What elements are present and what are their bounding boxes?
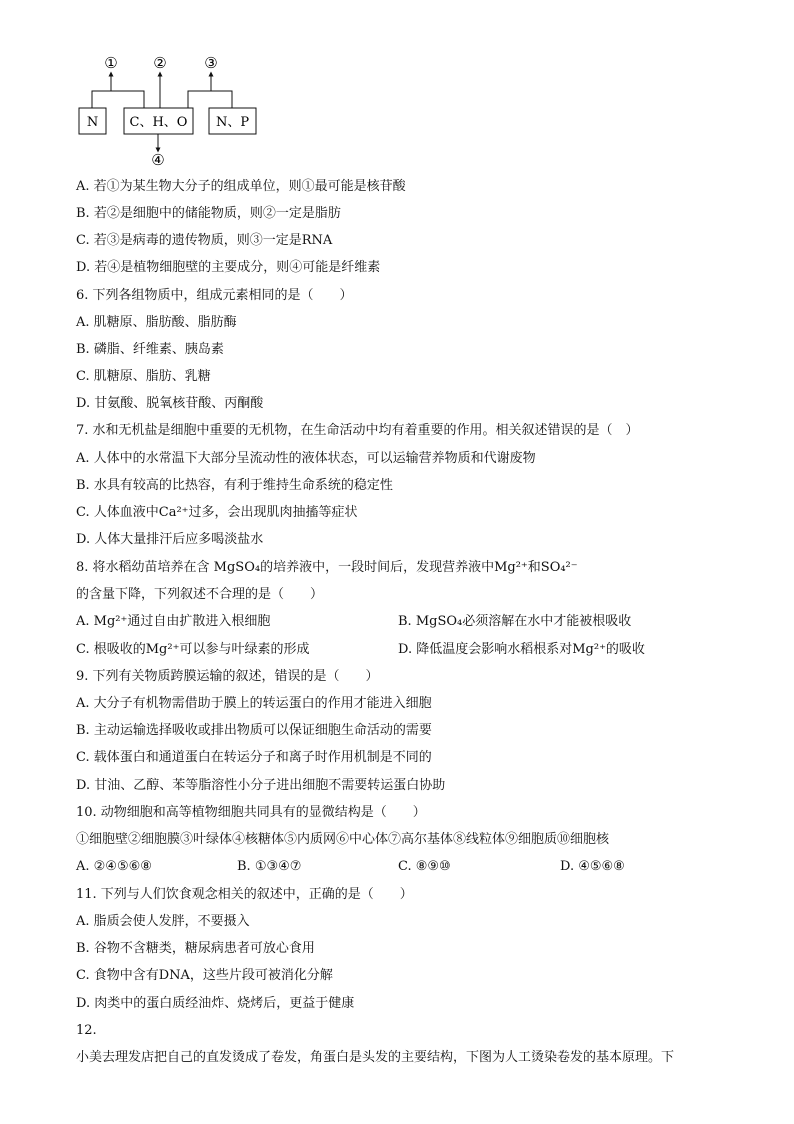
q5-option-c: C. 若③是病毒的遗传物质，则③一定是RNA [76,233,333,248]
q11-option-b: B. 谷物不含糖类，糖尿病患者可放心食用 [76,941,315,956]
q9-option-c: C. 载体蛋白和通道蛋白在转运分子和离子时作用机制是不同的 [76,750,432,765]
q9-option-b: B. 主动运输选择吸收或排出物质可以保证细胞生命活动的需要 [76,723,432,738]
q11-option-c: C. 食物中含有DNA，这些片段可被消化分解 [76,968,333,983]
q10-option-d: D. ④⑤⑥⑧ [560,859,625,874]
q7-option-b: B. 水具有较高的比热容，有利于维持生命系统的稳定性 [76,478,393,493]
q7-option-a: A. 人体中的水常温下大部分呈流动性的液体状态，可以运输营养物质和代谢废物 [76,451,536,466]
q12-number: 12. [76,1023,97,1038]
q9-stem: 9. 下列有关物质跨膜运输的叙述，错误的是（ ） [76,669,379,684]
q5-option-d: D. 若④是植物细胞壁的主要成分，则④可能是纤维素 [76,260,381,275]
q8-stem-line1: 8. 将水稻幼苗培养在含 MgSO₄的培养液中，一段时间后，发现营养液中Mg²⁺和SO₄²⁻ [76,560,578,575]
element-diagram [0,0,300,170]
q10-structure-list: ①细胞壁②细胞膜③叶绿体④核糖体⑤内质网⑥中心体⑦高尔基体⑧线粒体⑨细胞质⑩细胞核 [76,832,610,847]
q10-option-b: B. ①③④⑦ [237,859,302,874]
label-3: ③ [204,54,218,72]
q6-option-a: A. 肌糖原、脂肪酸、脂肪酶 [76,315,237,330]
q10-option-c: C. ⑧⑨⑩ [398,859,451,874]
q5-option-b: B. 若②是细胞中的储能物质，则②一定是脂肪 [76,206,341,221]
q7-option-c: C. 人体血液中Ca²⁺过多，会出现肌肉抽搐等症状 [76,505,358,520]
q7-option-d: D. 人体大量排汗后应多喝淡盐水 [76,532,264,547]
label-2: ② [153,54,167,72]
q8-option-c: C. 根吸收的Mg²⁺可以参与叶绿素的形成 [76,642,310,657]
q8-option-b: B. MgSO₄必须溶解在水中才能被根吸收 [398,614,632,629]
q11-stem: 11. 下列与人们饮食观念相关的叙述中，正确的是（ ） [76,887,413,902]
q6-stem: 6. 下列各组物质中，组成元素相同的是（ ） [76,288,353,303]
q12-text: 小美去理发店把自己的直发烫成了卷发，角蛋白是头发的主要结构，下图为人工烫染卷发的基本原理。下 [76,1050,675,1065]
q7-stem: 7. 水和无机盐是细胞中重要的无机物，在生命活动中均有着重要的作用。相关叙述错误的是（ ） [76,423,639,438]
q5-option-a: A. 若①为某生物大分子的组成单位，则①最可能是核苷酸 [76,179,406,194]
q8-stem-line2: 的含量下降，下列叙述不合理的是（ ） [76,587,324,602]
label-1: ① [104,54,118,72]
box-n-label: N [86,115,99,130]
box-cho-label: C、H、O [129,115,188,130]
q9-option-a: A. 大分子有机物需借助于膜上的转运蛋白的作用才能进入细胞 [76,696,432,711]
q10-stem: 10. 动物细胞和高等植物细胞共同具有的显微结构是（ ） [76,805,426,820]
label-4: ④ [151,151,165,169]
q6-option-d: D. 甘氨酸、脱氧核苷酸、丙酮酸 [76,396,264,411]
q10-option-a: A. ②④⑤⑥⑧ [76,859,152,874]
q8-option-d: D. 降低温度会影响水稻根系对Mg²⁺的吸收 [398,642,645,657]
q11-option-a: A. 脂质会使人发胖，不要摄入 [76,914,250,929]
q11-option-d: D. 肉类中的蛋白质经油炸、烧烤后，更益于健康 [76,996,355,1011]
q9-option-d: D. 甘油、乙醇、苯等脂溶性小分子进出细胞不需要转运蛋白协助 [76,778,446,793]
connector-1 [92,91,144,108]
q6-option-b: B. 磷脂、纤维素、胰岛素 [76,342,224,357]
q6-option-c: C. 肌糖原、脂肪、乳糖 [76,369,211,384]
box-np-label: N、P [215,115,250,130]
q8-option-a: A. Mg²⁺通过自由扩散进入根细胞 [76,614,271,629]
connector-3 [188,91,232,108]
